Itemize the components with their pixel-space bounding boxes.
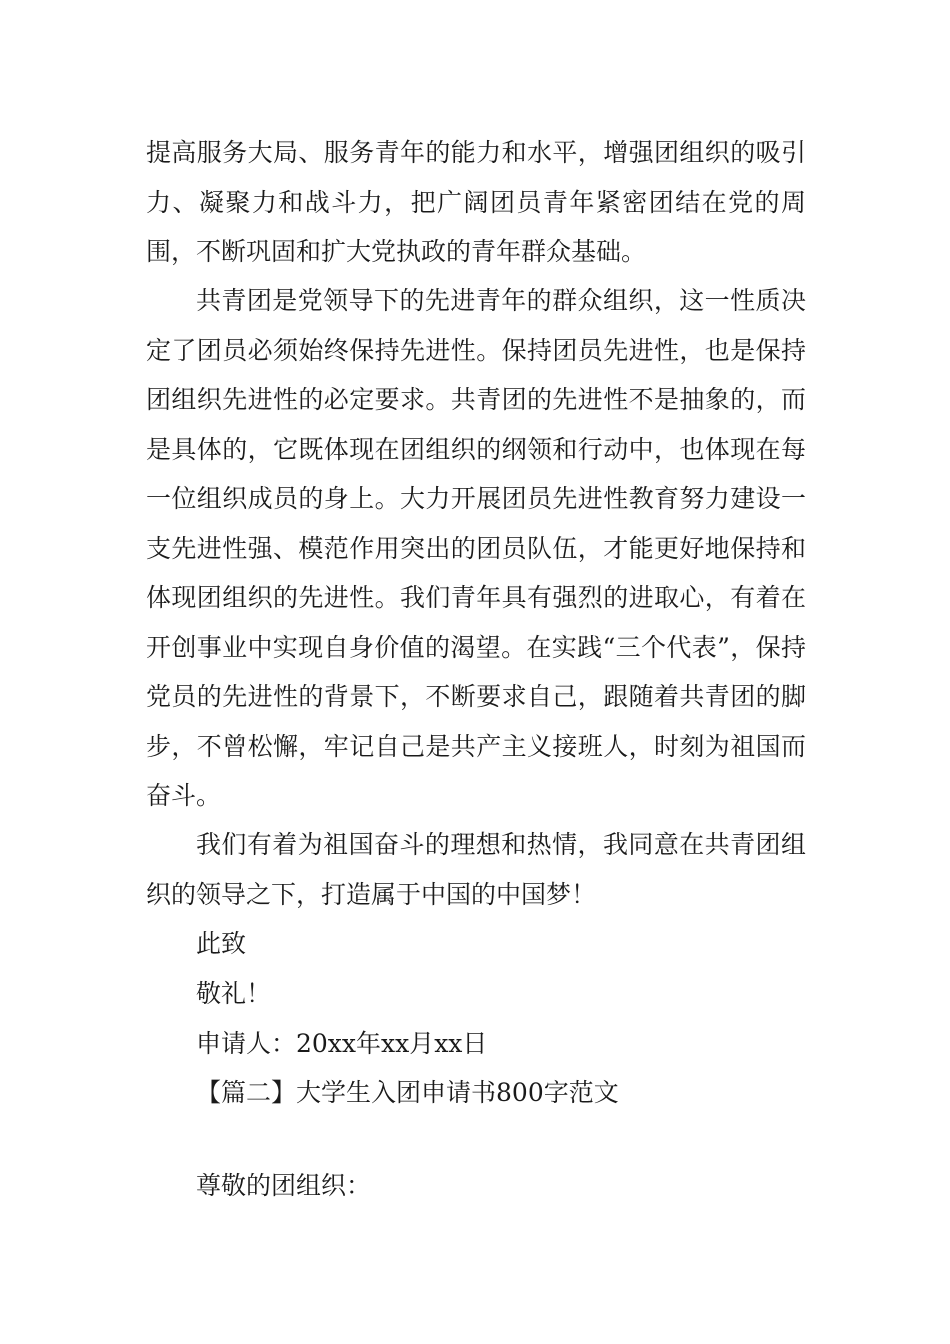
applicant-signature-line: 申请人：20xx年xx月xx日 bbox=[196, 1029, 488, 1058]
paragraph-china-dream: 我们有着为祖国奋斗的理想和热情，我同意在共青团组织的领导之下，打造属于中国的中国梦！ bbox=[146, 830, 806, 909]
paragraph-advancement: 共青团是党领导下的先进青年的群众组织，这一性质决定了团员必须始终保持先进性。保持团员先进性，也是保持团组织先进性的必定要求。共青团的先进性不是抽象的，而是具体的，它既体现在团组织的纲领和行动中，也体现在每一位组织成员的身上。大力开展团员先进性教育努力建设一支先进性强、模范作用突出的团员队伍，才能更好地保持和体现团组织的先进性。我们青年具有强烈的进取心，有着在开创事业中实现自身价值的渴望。在实践“三个代表”，保持党员的先进性的背景下，不断要求自己，跟随着共青团的脚步，不曾松懈，牢记自己是共产主义接班人，时刻为祖国而奋斗。 bbox=[146, 286, 806, 810]
closing-regards: 敬礼！ bbox=[196, 979, 272, 1008]
closing-salutation: 此致 bbox=[196, 929, 247, 958]
section-heading: 【篇二】大学生入团申请书800字范文 bbox=[196, 1078, 619, 1107]
letter-greeting: 尊敬的团组织： bbox=[196, 1171, 372, 1200]
paragraph-continuation: 提高服务大局、服务青年的能力和水平，增强团组织的吸引力、凝聚力和战斗力，把广阔团员青年紧密团结在党的周围，不断巩固和扩大党执政的青年群众基础。 bbox=[146, 138, 806, 266]
